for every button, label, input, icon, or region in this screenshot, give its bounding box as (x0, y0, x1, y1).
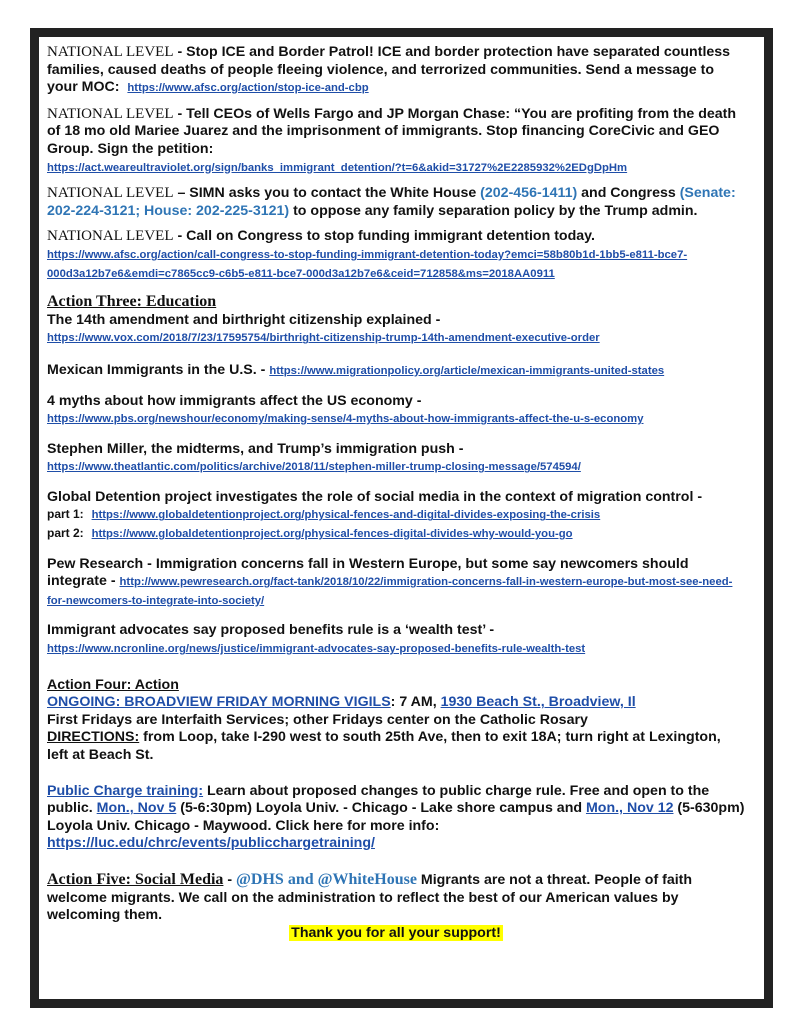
vigil-block: ONGOING: BROADVIEW FRIDAY MORNING VIGILS: 7 AM, 1930 Beach St., Broadview, Il First Fridays are Interfaith Services; other Fridays center on the Catholic Rosary DIRECTIONS: from Loop, take I-290 west to south 25th Ave, then to exit 18A; turn right at Lexington, left at Beach St. (47, 694, 721, 763)
vox-link[interactable]: https://www.vox.com/2018/7/23/17595754/birthright-citizenship-trump-14th-amendment-executive-order (47, 332, 600, 345)
afsc-congress-funding-link[interactable]: https://www.afsc.org/action/call-congress-to-stop-funding-immigrant-detention-today?emci=58b80b1d-1bb5-e811-bce7-000d3a12b7e6&emdi=c7865cc9-c6b5-e811-bce7-000d3a12b7e6&ceid=712858&ms=2018AA0911 (47, 248, 688, 280)
item-text: Stop ICE and Border Patrol! ICE and border protection have separated countless families, caused deaths of people fleeing violence, and terrorized communities. Send a message to your MOC: (47, 44, 731, 96)
nov12-link[interactable]: Mon., Nov 12 (585, 800, 674, 817)
broadview-vigils-link[interactable]: ONGOING: BROADVIEW FRIDAY MORNING VIGILS (47, 694, 391, 711)
pbs-link[interactable]: https://www.pbs.org/newshour/economy/making-sense/4-myths-about-how-immigrants-affect-the-u-s-economy (47, 413, 644, 426)
thanks-line (47, 925, 745, 943)
education-entry: Global Detention project investigates the role of social media in the context of migration control - part 1: https://www.globaldetentionproject.org/physical-fences-and-digital-divides-exposing-the-crisis part 2: https://www.globaldetentionproject.org/physical-fences-digital-divides-why-would-you-go (47, 488, 703, 541)
national-item-3: NATIONAL LEVEL – SIMN asks you to contact the White House (202-456-1411) and Congress (Senate: 202-224-3121; House: 202-225-3121) to oppose any family separation policy by the Trump admin. (47, 185, 736, 219)
item-text: Tell CEOs of Wells Fargo and JP Morgan Chase: “You are profiting from the death of 18 mo old Mariee Juarez and the imprisonment of immigrants. Stop financing CoreCivic and GEO Group. Sign the petition: (47, 105, 737, 157)
white-house-phone: (202-456-1411) (480, 185, 578, 202)
national-item-4: NATIONAL LEVEL - Call on Congress to stop funding immigrant detention today. https://www.afsc.org/action/call-congress-to-stop-funding-immigrant-detention-today?emci=58b80b1d-1bb5-e811-bce7-000d3a12b7e6&emdi=c7865cc9-c6b5-e811-bce7-000d3a12b7e6&ceid=712858&ms=2018AA0911 (47, 228, 688, 280)
pew-link[interactable]: http://www.pewresearch.org/fact-tank/2018/10/22/immigration-concerns-fall-in-western-europe-but-most-see-need-for-newcomers-to-integrate-into-society/ (47, 576, 733, 607)
education-entry: Pew Research - Immigration concerns fall in Western Europe, but some say newcomers should integrate - http://www.pewresearch.org/fact-tank/2018/10/22/immigration-concerns-fall-in-western-europe-but-most-see-need-for-newcomers-to-integrate-into-society/ (47, 555, 733, 607)
atlantic-link[interactable]: https://www.theatlantic.com/politics/archive/2018/11/stephen-miller-trump-closing-message/574594/ (47, 461, 581, 474)
education-entry: Stephen Miller, the midterms, and Trump’s immigration push - https://www.theatlantic.com/politics/archive/2018/11/stephen-miller-trump-closing-message/574594/ (47, 440, 581, 474)
public-charge-block: Public Charge training: Learn about proposed changes to public charge rule. Free and open to the public. Mon., Nov 5 (5-6:30pm) Loyola Univ. - Chicago - Lake shore campus and Mon., Nov 12 (5-630pm) Loyola Univ. Chicago - Maywood. Click here for more info: https://luc.edu/chrc/events/publicchargetraining/ (47, 782, 745, 852)
ultraviolet-petition-link[interactable]: https://act.weareultraviolet.org/sign/banks_immigrant_detention/?t=6&akid=31727%2E2285932%2EDgDpHm (47, 161, 628, 174)
migrationpolicy-link[interactable]: https://www.migrationpolicy.org/article/mexican-immigrants-united-states (269, 364, 665, 377)
education-entry: Mexican Immigrants in the U.S. - https://www.migrationpolicy.org/article/mexican-immigrants-united-states (47, 361, 665, 378)
education-entry: The 14th amendment and birthright citizenship explained - https://www.vox.com/2018/7/23/17595754/birthright-citizenship-trump-14th-amendment-executive-order (47, 311, 600, 345)
national-item-2: NATIONAL LEVEL - Tell CEOs of Wells Fargo and JP Morgan Chase: “You are profiting from the death of 18 mo old Mariee Juarez and the imprisonment of immigrants. Stop financing CoreCivic and GEO Group. Sign the petition: https://act.weareultraviolet.org/sign/banks_immigrant_detention/?t=6&akid=31727%2E2285932%2EDgDpHm (47, 105, 737, 174)
social-handles: @DHS and @WhiteHouse (236, 870, 417, 888)
action-five-block: Action Five: Social Media - @DHS and @WhiteHouse Migrants are not a threat. People of faith welcome migrants. We call on the administration to reflect the best of our American values by welcoming them. (47, 870, 693, 924)
education-entry: Immigrant advocates say proposed benefits rule is a ‘wealth test’ - https://www.ncronline.org/news/justice/immigrant-advocates-say-proposed-benefits-rule-wealth-test (47, 622, 586, 656)
luc-training-link[interactable]: https://luc.edu/chrc/events/publicchargetraining/ (47, 835, 375, 852)
public-charge-link[interactable]: Public Charge training: (47, 782, 204, 799)
thanks-highlight: Thank you for all your support! (291, 924, 501, 941)
national-item-1: NATIONAL LEVEL - Stop ICE and Border Patrol! ICE and border protection have separated countless families, caused deaths of people fleeing violence, and terrorized communities. Send a message to your MOC: https://www.afsc.org/action/stop-ice-and-cbp (47, 44, 731, 96)
action-five-heading: Action Five: Social Media (47, 870, 224, 888)
level-label: NATIONAL LEVEL (47, 44, 174, 60)
document-body (47, 44, 745, 942)
item-text: Call on Congress to stop funding immigrant detention today. (186, 228, 595, 245)
level-label: NATIONAL LEVEL (47, 228, 174, 245)
education-entry: 4 myths about how immigrants affect the US economy - https://www.pbs.org/newshour/economy/making-sense/4-myths-about-how-immigrants-affect-the-u-s-economy (47, 392, 644, 426)
level-label: NATIONAL LEVEL (47, 105, 174, 122)
gdp-part1-link[interactable]: https://www.globaldetentionproject.org/physical-fences-and-digital-divides-exposing-the-crisis (91, 509, 601, 522)
action-four-heading: Action Four: Action (47, 676, 179, 693)
vigil-address-link[interactable]: 1930 Beach St., Broadview, Il (440, 694, 636, 711)
congress-phones: (Senate: 202-224-3121; House: 202-225-3121) (47, 185, 736, 219)
action-three-heading: Action Three: Education (47, 293, 217, 311)
nov5-link[interactable]: Mon., Nov 5 (96, 800, 177, 817)
gdp-part2-link[interactable]: https://www.globaldetentionproject.org/physical-fences-digital-divides-why-would-you-go (91, 528, 573, 541)
ncronline-link[interactable]: https://www.ncronline.org/news/justice/immigrant-advocates-say-proposed-benefits-rule-wealth-test (47, 643, 586, 656)
afsc-stop-ice-link[interactable]: https://www.afsc.org/action/stop-ice-and-cbp (127, 82, 369, 95)
directions-label: DIRECTIONS: (47, 729, 140, 746)
level-label: NATIONAL LEVEL (47, 185, 174, 202)
